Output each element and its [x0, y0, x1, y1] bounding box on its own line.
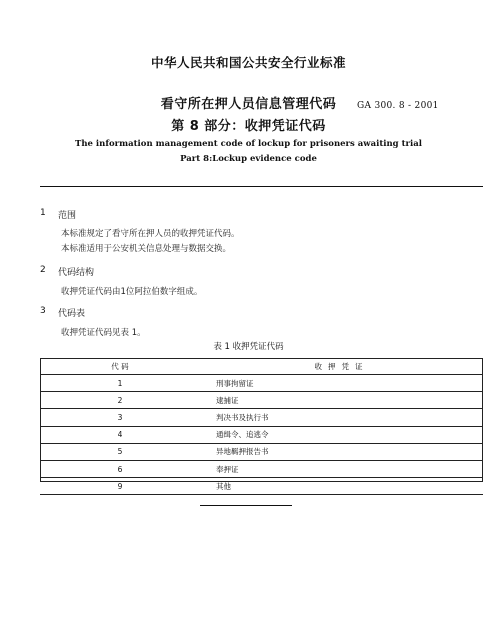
table-header-row	[40, 359, 483, 375]
table-row	[40, 375, 483, 392]
standard-code: GA 300. 8 - 2001	[357, 101, 439, 111]
name-cell: 刑事拘留证	[200, 375, 483, 392]
document-title-line1: 看守所在押人员信息管理代码	[160, 97, 337, 112]
table-row	[40, 392, 483, 409]
standard-organization-header: 中华人民共和国公共安全行业标准	[150, 55, 346, 70]
table-row	[40, 478, 483, 495]
table-caption: 表 1 收押凭证代码	[213, 342, 284, 352]
code-cell: 3	[40, 409, 200, 426]
section-paragraph: 本标准规定了看守所在押人员的收押凭证代码。	[61, 229, 240, 239]
section-number: 1	[40, 208, 46, 218]
code-table	[40, 358, 483, 495]
column-header-name: 收押凭证	[200, 359, 483, 375]
name-cell: 逮捕证	[200, 392, 483, 409]
name-cell: 异地羁押报告书	[200, 443, 483, 460]
section-paragraph: 收押凭证代码见表 1。	[61, 328, 146, 338]
section-number: 2	[40, 265, 46, 275]
section-paragraph: 收押凭证代码由1位阿拉伯数字组成。	[61, 287, 203, 297]
code-cell: 2	[40, 392, 200, 409]
section-title: 代码结构	[58, 268, 95, 278]
table-row	[40, 409, 483, 426]
code-cell: 1	[40, 375, 200, 392]
name-cell: 奉押证	[200, 460, 483, 477]
section-title: 范围	[58, 211, 77, 221]
table-row	[40, 460, 483, 477]
english-title: The information management code of lockup for prisoners awaiting trial	[75, 139, 422, 149]
name-cell: 判决书及执行书	[200, 409, 483, 426]
section-paragraph: 本标准适用于公安机关信息处理与数据交换。	[61, 244, 232, 254]
code-cell: 9	[40, 478, 200, 495]
name-cell: 其他	[200, 478, 483, 495]
end-rule	[200, 505, 292, 506]
column-header-code: 代 码	[40, 359, 200, 375]
code-cell: 6	[40, 460, 200, 477]
document-title-line2: 第 8 部分：收押凭证代码	[171, 119, 326, 134]
section-number: 3	[40, 306, 46, 316]
english-part-title: Part 8:Lockup evidence code	[180, 154, 317, 164]
table-row	[40, 443, 483, 460]
code-cell: 4	[40, 426, 200, 443]
code-cell: 5	[40, 443, 200, 460]
table-row	[40, 426, 483, 443]
header-divider	[40, 186, 483, 187]
section-title: 代码表	[58, 309, 86, 319]
name-cell: 通缉令、追逃令	[200, 426, 483, 443]
